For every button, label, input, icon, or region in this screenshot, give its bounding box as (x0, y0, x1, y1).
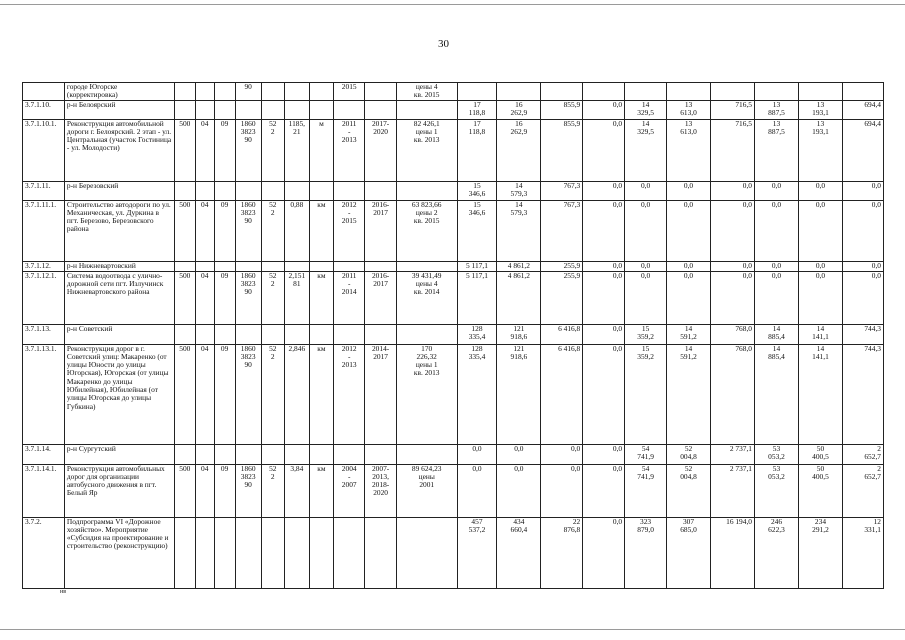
table-cell (214, 181, 235, 200)
table-cell: 13 193,1 (798, 119, 842, 181)
table-cell (195, 261, 214, 271)
table-row-project (23, 271, 884, 324)
table-cell: 0,0 (711, 181, 755, 200)
table-cell: Подпрограмма VI «Дорожное хозяйство». Мероприятие «Субсидия на проектирование и строительство (реконструкцию) (64, 517, 174, 588)
table-cell (284, 517, 309, 588)
table-cell (365, 517, 396, 588)
table-cell: 52 2 (261, 119, 284, 181)
table-cell: 121 918,6 (497, 324, 541, 344)
table-cell: р-н Белоярский (64, 100, 174, 119)
table-cell: 16 262,9 (497, 119, 541, 181)
table-cell (333, 100, 364, 119)
table-cell: 2016- 2017 (365, 200, 396, 261)
table-cell: 1185, 21 (284, 119, 309, 181)
table-cell: 6 416,8 (541, 324, 583, 344)
table-cell: 0,0 (842, 271, 883, 324)
table-cell: 0,0 (755, 181, 799, 200)
table-cell: 15 359,2 (625, 344, 667, 444)
table-cell: 14 591,2 (667, 344, 711, 444)
table-cell: 4 861,2 (497, 271, 541, 324)
table-cell: 0,0 (711, 271, 755, 324)
table-cell: 14 141,1 (798, 324, 842, 344)
table-cell (174, 517, 195, 588)
table-cell: 16 262,9 (497, 100, 541, 119)
table-cell: 0,0 (667, 271, 711, 324)
table-cell (261, 83, 284, 101)
table-cell (755, 83, 799, 101)
table-cell: городе Югорске (корректировка) (64, 83, 174, 101)
footer-note: нв (60, 589, 67, 595)
table-cell (214, 517, 235, 588)
table-cell: 694,4 (842, 119, 883, 181)
table-cell (214, 261, 235, 271)
table-cell (365, 261, 396, 271)
table-cell: 0,0 (798, 200, 842, 261)
table-cell: 0,0 (583, 261, 625, 271)
table-cell (195, 517, 214, 588)
table-cell: 4 861,2 (497, 261, 541, 271)
table-cell: 0,0 (667, 200, 711, 261)
table-cell: 09 (214, 464, 235, 517)
table-cell: 0,88 (284, 200, 309, 261)
table-cell (235, 444, 261, 464)
table-cell: 14 329,5 (625, 119, 667, 181)
financing-table (22, 82, 884, 589)
table-cell (457, 83, 497, 101)
table-cell (365, 100, 396, 119)
table-cell (541, 83, 583, 101)
table-cell: 500 (174, 119, 195, 181)
table-cell (174, 100, 195, 119)
table-cell (284, 444, 309, 464)
table-cell: 04 (195, 464, 214, 517)
table-cell: 2012 - 2013 (333, 344, 364, 444)
table-cell: 14 885,4 (755, 344, 799, 444)
table-cell: 768,0 (711, 344, 755, 444)
table-cell: 3.7.2. (23, 517, 65, 588)
table-row-continued (23, 83, 884, 101)
table-cell (333, 181, 364, 200)
table-cell: 52 2 (261, 464, 284, 517)
table-cell: 0,0 (583, 344, 625, 444)
table-cell: 2017- 2020 (365, 119, 396, 181)
table-cell: 0,0 (842, 200, 883, 261)
table-cell: 0,0 (755, 271, 799, 324)
table-row-project (23, 464, 884, 517)
table-cell (711, 83, 755, 101)
table-cell: 50 400,5 (798, 444, 842, 464)
table-row-district (23, 324, 884, 344)
table-cell (261, 261, 284, 271)
table-cell: 3.7.1.10. (23, 100, 65, 119)
table-cell: 307 685,0 (667, 517, 711, 588)
table-cell: 2016- 2017 (365, 271, 396, 324)
table-cell: 2 652,7 (842, 444, 883, 464)
table-cell: 128 335,4 (457, 344, 497, 444)
table-cell: 255,9 (541, 271, 583, 324)
table-cell (396, 261, 457, 271)
table-cell: 434 660,4 (497, 517, 541, 588)
table-cell: 2 737,1 (711, 444, 755, 464)
table-row-project (23, 344, 884, 444)
table-cell (214, 444, 235, 464)
table-cell: 3.7.1.13.1. (23, 344, 65, 444)
table-cell: км (309, 464, 333, 517)
table-cell (365, 83, 396, 101)
table-cell (284, 261, 309, 271)
table-cell: 09 (214, 119, 235, 181)
table-cell (625, 83, 667, 101)
table-cell: Реконструкция автомобильной дороги г. Белоярский. 2 этап - ул. Центральная (участок Гостиница - ул. Молодости) (64, 119, 174, 181)
table-cell: 13 613,0 (667, 100, 711, 119)
table-cell: 2011 - 2014 (333, 271, 364, 324)
table-cell: 855,9 (541, 119, 583, 181)
table-cell (497, 83, 541, 101)
table-cell: 0,0 (842, 181, 883, 200)
table-cell: 0,0 (667, 181, 711, 200)
table-cell (195, 444, 214, 464)
table-cell: 0,0 (711, 261, 755, 271)
table-cell: 09 (214, 271, 235, 324)
table-cell: 14 329,5 (625, 100, 667, 119)
page-number: 30 (438, 38, 449, 50)
table-cell (261, 324, 284, 344)
scan-edge-bottom (0, 629, 905, 630)
table-cell: 13 193,1 (798, 100, 842, 119)
table-cell: 0,0 (625, 261, 667, 271)
table-cell: Строительство автодороги по ул. Механическая, ул. Дуркина в пгт. Березово, Березовского района (64, 200, 174, 261)
table-cell: 3.7.1.14.1. (23, 464, 65, 517)
table-cell: 50 400,5 (798, 464, 842, 517)
table-cell: 09 (214, 344, 235, 444)
table-cell: 255,9 (541, 261, 583, 271)
table-cell: 13 887,5 (755, 119, 799, 181)
table-cell: 0,0 (583, 200, 625, 261)
table-cell (309, 517, 333, 588)
table-cell: 3.7.1.10.1. (23, 119, 65, 181)
table-cell: 13 887,5 (755, 100, 799, 119)
table-cell (23, 83, 65, 101)
table-cell: 234 291,2 (798, 517, 842, 588)
table-cell (667, 83, 711, 101)
table-cell: Реконструкция дорог в г. Советский улиц: Макаренко (от улицы Юности до улицы Югорская), Югорская (от улицы Макаренко до улицы Юбилейная), Юбилейная (от улицы Югорская до улицы Губкина) (64, 344, 174, 444)
table-cell: 0,0 (711, 200, 755, 261)
table-cell: 694,4 (842, 100, 883, 119)
table-cell: 04 (195, 200, 214, 261)
table-cell: 09 (214, 200, 235, 261)
table-cell (174, 324, 195, 344)
table-cell: 767,3 (541, 181, 583, 200)
table-cell: 0,0 (583, 119, 625, 181)
table-cell (798, 83, 842, 101)
table-cell: 14 579,3 (497, 200, 541, 261)
table-row-project (23, 200, 884, 261)
table-cell: 2,846 (284, 344, 309, 444)
table-cell: 500 (174, 271, 195, 324)
table-cell: 170 226,32 цены 1 кв. 2013 (396, 344, 457, 444)
table-row-district (23, 100, 884, 119)
table-cell: м (309, 119, 333, 181)
table-cell: 89 624,23 цены 2001 (396, 464, 457, 517)
table-cell: 2012 - 2015 (333, 200, 364, 261)
table-cell: 0,0 (625, 200, 667, 261)
table-cell: 52 2 (261, 271, 284, 324)
table-cell (195, 181, 214, 200)
table-cell (365, 444, 396, 464)
table-cell: 52 004,8 (667, 444, 711, 464)
table-cell: 457 537,2 (457, 517, 497, 588)
table-cell: 0,0 (667, 261, 711, 271)
table-cell: 0,0 (497, 444, 541, 464)
table-cell: 2004 - 2007 (333, 464, 364, 517)
table-cell (309, 324, 333, 344)
table-cell: 82 426,1 цены 1 кв. 2013 (396, 119, 457, 181)
table-body (23, 83, 884, 589)
table-cell (333, 261, 364, 271)
table-cell: 52 004,8 (667, 464, 711, 517)
table-cell: 768,0 (711, 324, 755, 344)
table-cell: 2015 (333, 83, 364, 101)
table-cell: 2011 - 2013 (333, 119, 364, 181)
table-cell (309, 261, 333, 271)
table-cell: 716,5 (711, 100, 755, 119)
table-cell (235, 261, 261, 271)
table-cell: 0,0 (583, 181, 625, 200)
table-cell: 3.7.1.11.1. (23, 200, 65, 261)
table-row-district (23, 261, 884, 271)
table-cell: 0,0 (842, 261, 883, 271)
table-cell (365, 181, 396, 200)
table-row-district (23, 444, 884, 464)
table-cell: 0,0 (755, 261, 799, 271)
table-cell (174, 261, 195, 271)
scan-edge-top (0, 4, 905, 5)
table-cell: 0,0 (583, 100, 625, 119)
table-cell (235, 517, 261, 588)
table-cell (284, 181, 309, 200)
table-cell: 1860 3823 90 (235, 119, 261, 181)
table-cell: 13 613,0 (667, 119, 711, 181)
table-cell (396, 324, 457, 344)
table-cell: 17 118,8 (457, 119, 497, 181)
table-cell: 5 117,1 (457, 271, 497, 324)
table-cell: 0,0 (497, 464, 541, 517)
table-cell: 54 741,9 (625, 444, 667, 464)
table-cell: 2,151 81 (284, 271, 309, 324)
table-cell (174, 444, 195, 464)
table-cell: цены 4 кв. 2015 (396, 83, 457, 101)
table-cell: 0,0 (625, 271, 667, 324)
table-cell: 3.7.1.12. (23, 261, 65, 271)
table-cell: 52 2 (261, 200, 284, 261)
table-cell (261, 517, 284, 588)
table-cell: 0,0 (541, 464, 583, 517)
table-cell (365, 324, 396, 344)
table-cell: 0,0 (798, 261, 842, 271)
table-cell: 0,0 (798, 181, 842, 200)
table-cell (261, 181, 284, 200)
table-cell: 2 652,7 (842, 464, 883, 517)
table-cell: р-н Нижневартовский (64, 261, 174, 271)
table-cell (333, 324, 364, 344)
table-cell: 1860 3823 90 (235, 271, 261, 324)
table-cell: 2007- 2013, 2018- 2020 (365, 464, 396, 517)
table-cell: 0,0 (457, 464, 497, 517)
table-cell: 16 194,0 (711, 517, 755, 588)
table-cell (842, 83, 883, 101)
table-cell: 1860 3823 90 (235, 200, 261, 261)
table-cell: 0,0 (755, 200, 799, 261)
table-cell: 323 879,0 (625, 517, 667, 588)
table-cell: 22 876,8 (541, 517, 583, 588)
table-cell: 14 141,1 (798, 344, 842, 444)
table-cell (309, 83, 333, 101)
table-cell: 744,3 (842, 324, 883, 344)
table-cell: 855,9 (541, 100, 583, 119)
table-cell: 121 918,6 (497, 344, 541, 444)
table-cell: 2014- 2017 (365, 344, 396, 444)
table-cell: 6 416,8 (541, 344, 583, 444)
table-cell (214, 100, 235, 119)
table-cell: р-н Сургутский (64, 444, 174, 464)
table-cell (261, 444, 284, 464)
table-cell: 0,0 (457, 444, 497, 464)
table-cell: 15 346,6 (457, 181, 497, 200)
table-cell: км (309, 344, 333, 444)
table-cell: 3,84 (284, 464, 309, 517)
table-cell: 53 053,2 (755, 464, 799, 517)
table-cell (195, 83, 214, 101)
table-cell: км (309, 200, 333, 261)
table-cell: 767,3 (541, 200, 583, 261)
table-cell: 128 335,4 (457, 324, 497, 344)
table-cell: 0,0 (583, 517, 625, 588)
table-cell: Реконструкция автомобильных дорог для организации автобусного движения в пгт. Белый Яр (64, 464, 174, 517)
table-cell: 39 431,49 цены 4 кв. 2014 (396, 271, 457, 324)
table-cell: 0,0 (583, 271, 625, 324)
table-cell: 500 (174, 200, 195, 261)
table-cell: км (309, 271, 333, 324)
table-cell (309, 100, 333, 119)
table-cell (284, 324, 309, 344)
table-cell (235, 324, 261, 344)
table-cell: 54 741,9 (625, 464, 667, 517)
table-cell: 14 579,3 (497, 181, 541, 200)
table-cell: 0,0 (625, 181, 667, 200)
table-cell (333, 517, 364, 588)
table-cell: 14 885,4 (755, 324, 799, 344)
table-cell: 0,0 (798, 271, 842, 324)
table-cell: 246 622,3 (755, 517, 799, 588)
table-cell (174, 83, 195, 101)
table-cell: 14 591,2 (667, 324, 711, 344)
table-cell (396, 181, 457, 200)
table-cell: 0,0 (583, 464, 625, 517)
table-cell: 0,0 (583, 444, 625, 464)
table-cell (396, 517, 457, 588)
table-cell: 3.7.1.14. (23, 444, 65, 464)
table-cell: р-н Березовский (64, 181, 174, 200)
table-cell (235, 181, 261, 200)
table-cell: 90 (235, 83, 261, 101)
table-cell: Система водоотвода с улично-дорожной сети пгт. Излучинск Нижневартовского района (64, 271, 174, 324)
table-cell: 716,5 (711, 119, 755, 181)
table-cell: 1860 3823 90 (235, 464, 261, 517)
table-cell (235, 100, 261, 119)
table-cell (284, 100, 309, 119)
table-cell: 5 117,1 (457, 261, 497, 271)
table-cell (396, 444, 457, 464)
table-cell (214, 324, 235, 344)
table-cell: 1860 3823 90 (235, 344, 261, 444)
table-cell: 3.7.1.11. (23, 181, 65, 200)
table-cell: 04 (195, 119, 214, 181)
table-cell: 12 331,1 (842, 517, 883, 588)
table-cell (309, 181, 333, 200)
table-row-district (23, 181, 884, 200)
table-cell: 17 118,8 (457, 100, 497, 119)
table-cell: 3.7.1.12.1. (23, 271, 65, 324)
table-cell (284, 83, 309, 101)
table-cell: 500 (174, 344, 195, 444)
table-cell: 52 2 (261, 344, 284, 444)
table-cell: 63 823,66 цены 2 кв. 2015 (396, 200, 457, 261)
table-row-project (23, 119, 884, 181)
table-cell: 0,0 (541, 444, 583, 464)
table-row-district (23, 517, 884, 588)
table-cell: 0,0 (583, 324, 625, 344)
table-cell (396, 100, 457, 119)
table-cell (261, 100, 284, 119)
table-cell (309, 444, 333, 464)
table-cell: 04 (195, 344, 214, 444)
table-cell (583, 83, 625, 101)
table-cell: 2 737,1 (711, 464, 755, 517)
table-cell: 15 346,6 (457, 200, 497, 261)
table-cell: р-н Советский (64, 324, 174, 344)
table-cell (174, 181, 195, 200)
table-cell: 04 (195, 271, 214, 324)
table-cell: 3.7.1.13. (23, 324, 65, 344)
table-cell: 15 359,2 (625, 324, 667, 344)
table-cell: 500 (174, 464, 195, 517)
table-cell (333, 444, 364, 464)
table-cell: 53 053,2 (755, 444, 799, 464)
table-cell: 744,3 (842, 344, 883, 444)
table-cell (214, 83, 235, 101)
table-cell (195, 100, 214, 119)
table-cell (195, 324, 214, 344)
